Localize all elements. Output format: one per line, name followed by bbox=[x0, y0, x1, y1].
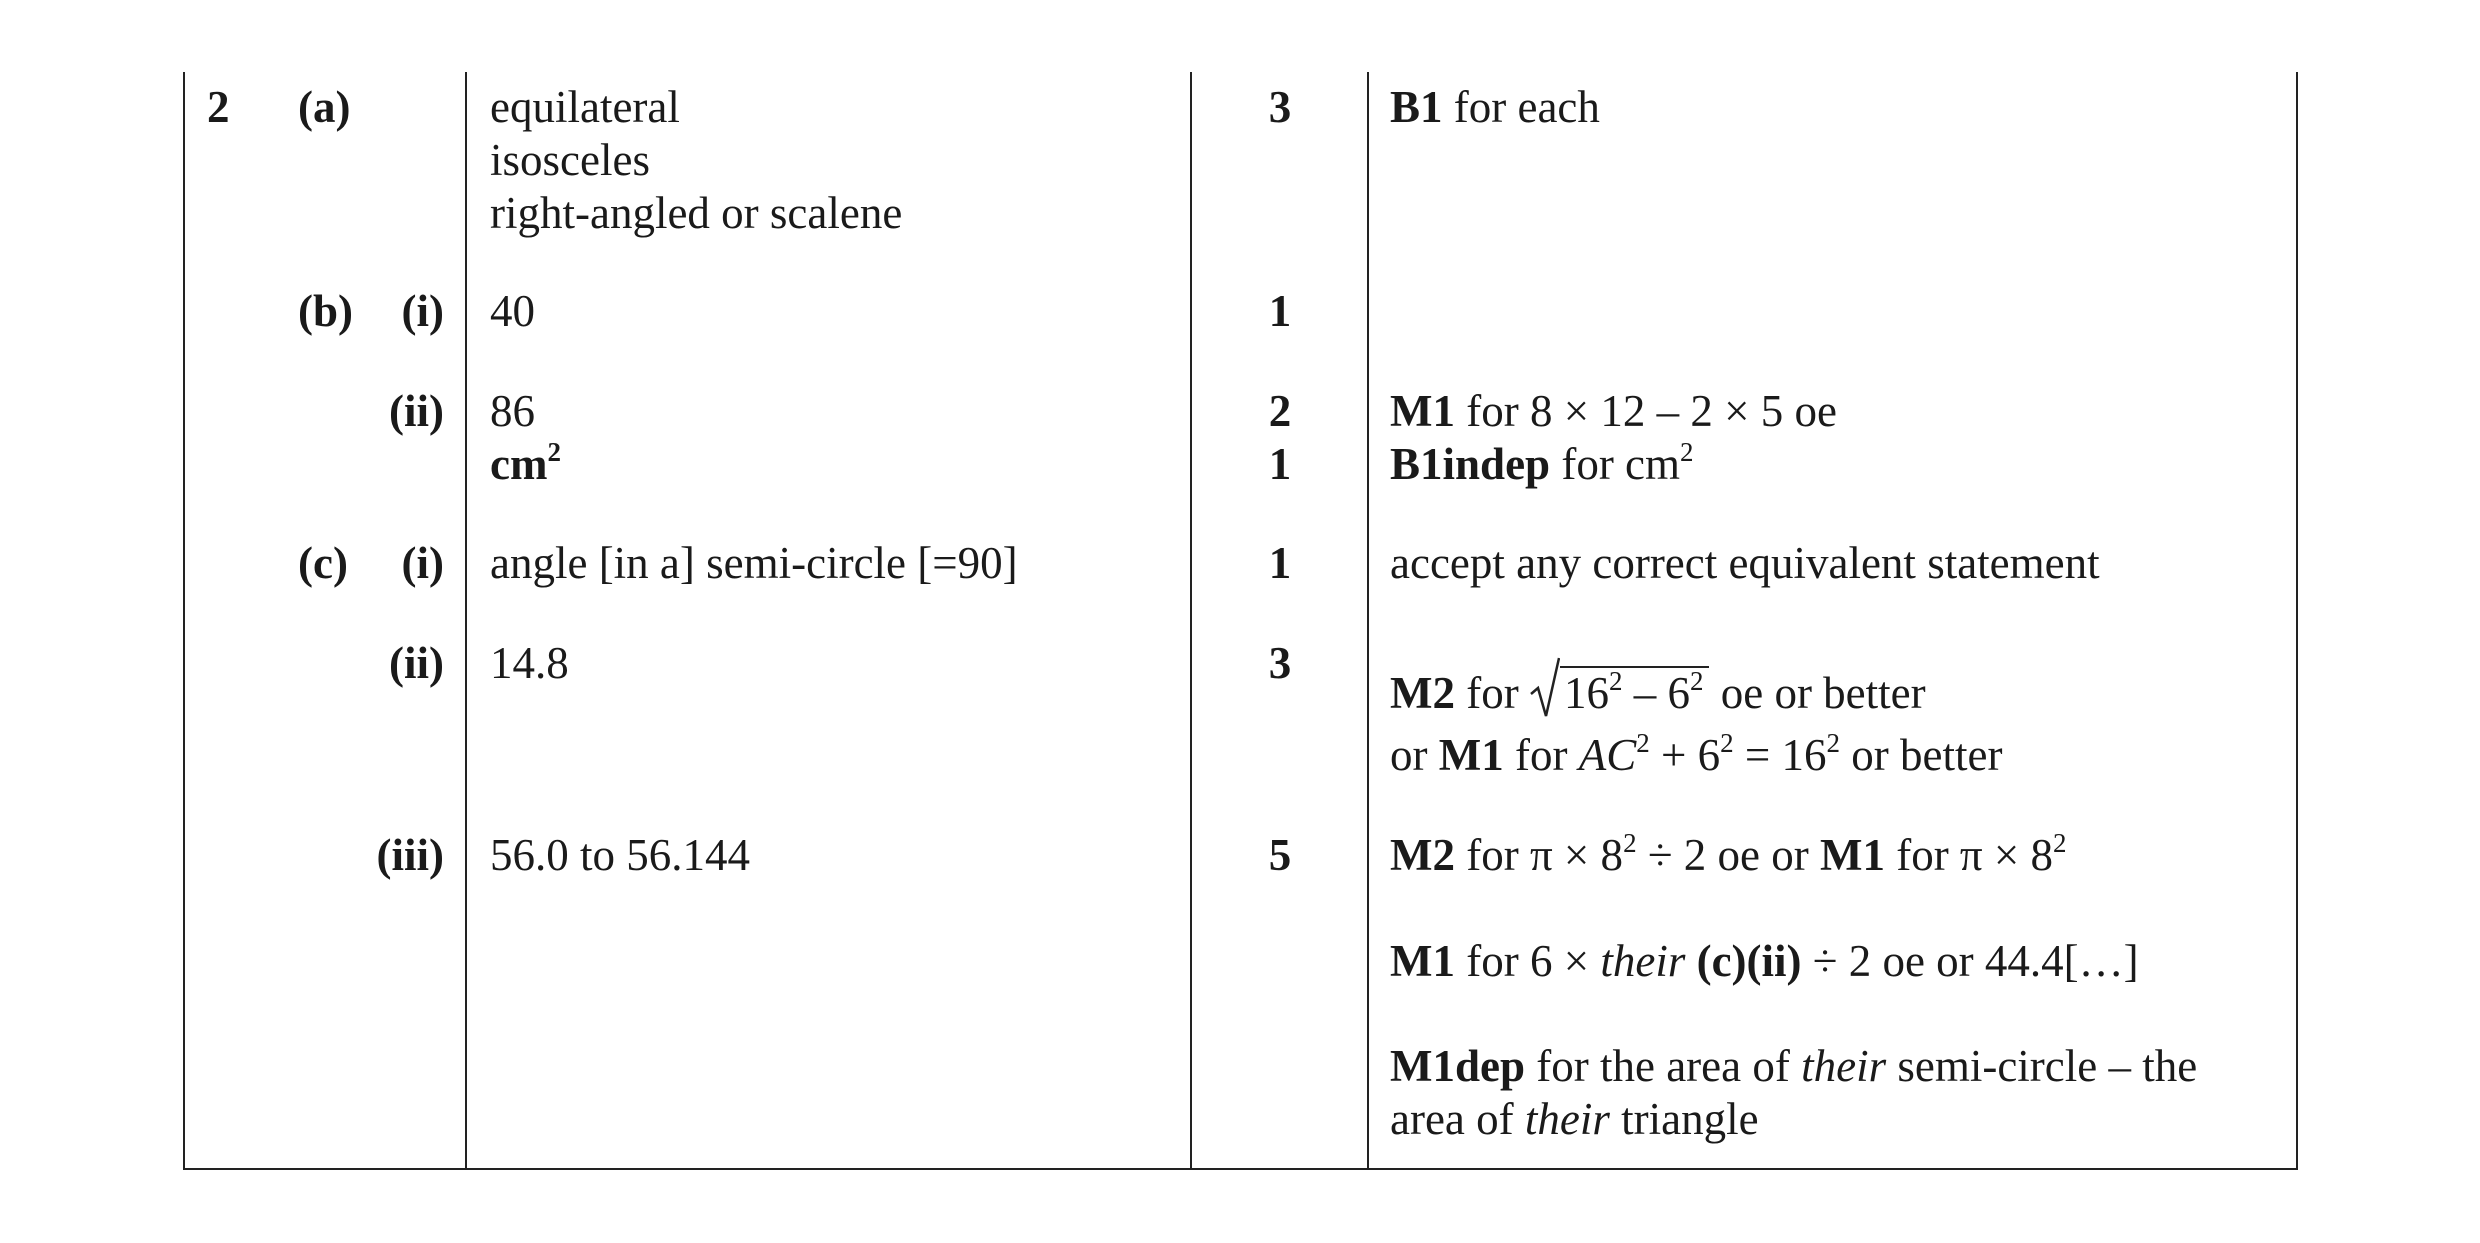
guidance-c-i: accept any correct equivalent statement bbox=[1390, 538, 2100, 588]
guidance-b-ii-unit bbox=[1390, 437, 1694, 497]
guidance-text: for bbox=[1454, 668, 1530, 718]
mark-code: M1 bbox=[1819, 830, 1885, 880]
exponent: 2 bbox=[1608, 666, 1623, 696]
exponent: 2 bbox=[1623, 828, 1637, 858]
guidance-text: semi-circle – the bbox=[1886, 1041, 2198, 1091]
exponent: 2 bbox=[2053, 828, 2067, 858]
guidance-text: ÷ 2 oe or 44.4[…] bbox=[1801, 936, 2139, 986]
mark-code: M1 bbox=[1438, 730, 1504, 780]
subpart-label-b-i: (i) bbox=[401, 286, 444, 336]
mark-code: M1dep bbox=[1390, 1041, 1525, 1091]
guidance-text: = 16 bbox=[1733, 730, 1827, 780]
guidance-text: for π × 8 bbox=[1454, 830, 1624, 880]
emphasis: their bbox=[1524, 1094, 1610, 1144]
marks-c-iii: 5 bbox=[1268, 830, 1292, 880]
marks-b-ii-unit: 1 bbox=[1268, 439, 1292, 489]
guidance-text: area of bbox=[1390, 1094, 1525, 1144]
guidance-text: for 6 × bbox=[1454, 936, 1601, 986]
table-border-bottom bbox=[183, 1168, 2298, 1170]
emphasis: their bbox=[1801, 1041, 1887, 1091]
guidance-c-iii-line3 bbox=[1390, 1039, 2197, 1093]
table-border-left bbox=[183, 72, 185, 1170]
exponent: 2 bbox=[1826, 728, 1841, 758]
marks-b-i: 1 bbox=[1268, 286, 1292, 336]
answer-c-iii: 56.0 to 56.144 bbox=[490, 830, 751, 880]
column-divider-marks-guidance bbox=[1367, 72, 1369, 1170]
marks-b-ii-method: 2 bbox=[1268, 386, 1292, 436]
answer-b-i: 40 bbox=[490, 286, 535, 336]
guidance-text: for cm bbox=[1550, 439, 1681, 489]
table-border-right bbox=[2296, 72, 2298, 1170]
guidance-c-ii-line1 bbox=[1390, 660, 1926, 724]
answer-a-line2: isosceles bbox=[490, 135, 650, 185]
subpart-label-c-iii: (iii) bbox=[376, 830, 444, 880]
guidance-c-iii-line2 bbox=[1390, 934, 2139, 988]
part-label-a: (a) bbox=[298, 82, 351, 132]
guidance-b-ii-method bbox=[1390, 384, 1837, 438]
mark-code: M1 bbox=[1390, 936, 1455, 986]
part-reference: (c)(ii) bbox=[1696, 936, 1802, 986]
exponent: 2 bbox=[1636, 728, 1650, 758]
guidance-text: for π × 8 bbox=[1884, 830, 2054, 880]
exponent: 2 bbox=[1720, 728, 1734, 758]
exponent: 2 bbox=[1680, 437, 1694, 467]
column-divider-parts-answer bbox=[465, 72, 467, 1170]
marks-c-i: 1 bbox=[1268, 538, 1292, 588]
guidance-text: triangle bbox=[1609, 1094, 1759, 1144]
part-label-b: (b) bbox=[298, 286, 353, 336]
radicand bbox=[1560, 666, 1710, 724]
guidance-text: for each bbox=[1442, 82, 1600, 132]
part-label-c: (c) bbox=[298, 538, 348, 588]
question-number: 2 bbox=[207, 82, 230, 132]
guidance-text: or better bbox=[1840, 730, 2003, 780]
subpart-label-c-i: (i) bbox=[401, 538, 444, 588]
unit-base: cm bbox=[490, 439, 548, 489]
guidance-text: oe or better bbox=[1709, 668, 1926, 718]
mark-code: M1 bbox=[1390, 386, 1455, 436]
mark-code: M2 bbox=[1390, 830, 1455, 880]
answer-c-i: angle [in a] semi-circle [=90] bbox=[490, 538, 1018, 588]
guidance-c-iii-line1 bbox=[1390, 828, 2067, 888]
marks-a: 3 bbox=[1268, 82, 1292, 132]
radicand-term: – 6 bbox=[1622, 668, 1690, 718]
guidance-text: for 8 × 12 – 2 × 5 oe bbox=[1454, 386, 1837, 436]
guidance-text: ÷ 2 oe or bbox=[1636, 830, 1820, 880]
guidance-text: for the area of bbox=[1525, 1041, 1802, 1091]
unit-exponent: 2 bbox=[547, 437, 561, 467]
answer-b-ii: 86 bbox=[490, 386, 535, 436]
marks-c-ii: 3 bbox=[1268, 638, 1292, 688]
answer-a-line3: right-angled or scalene bbox=[490, 188, 903, 238]
radicand-term: 16 bbox=[1563, 668, 1609, 718]
mark-code: B1 bbox=[1390, 82, 1443, 132]
guidance-c-iii-line4 bbox=[1390, 1092, 1759, 1146]
column-divider-answer-marks bbox=[1190, 72, 1192, 1170]
subpart-label-b-ii: (ii) bbox=[389, 386, 444, 436]
variable: AC bbox=[1578, 730, 1637, 780]
guidance-text: + 6 bbox=[1649, 730, 1721, 780]
guidance-text bbox=[1685, 936, 1696, 986]
emphasis: their bbox=[1600, 936, 1686, 986]
mark-code: B1indep bbox=[1390, 439, 1551, 489]
answer-b-ii-unit bbox=[490, 437, 561, 497]
guidance-c-ii-line2 bbox=[1390, 728, 2002, 788]
answer-c-ii: 14.8 bbox=[490, 638, 569, 688]
exponent: 2 bbox=[1689, 666, 1704, 696]
subpart-label-c-ii: (ii) bbox=[389, 638, 444, 688]
guidance-text: or bbox=[1390, 730, 1439, 780]
mark-code: M2 bbox=[1390, 668, 1455, 718]
guidance-text: for bbox=[1503, 730, 1579, 780]
square-root-icon bbox=[1530, 660, 1560, 720]
guidance-a bbox=[1390, 80, 1600, 134]
answer-a-line1: equilateral bbox=[490, 82, 680, 132]
